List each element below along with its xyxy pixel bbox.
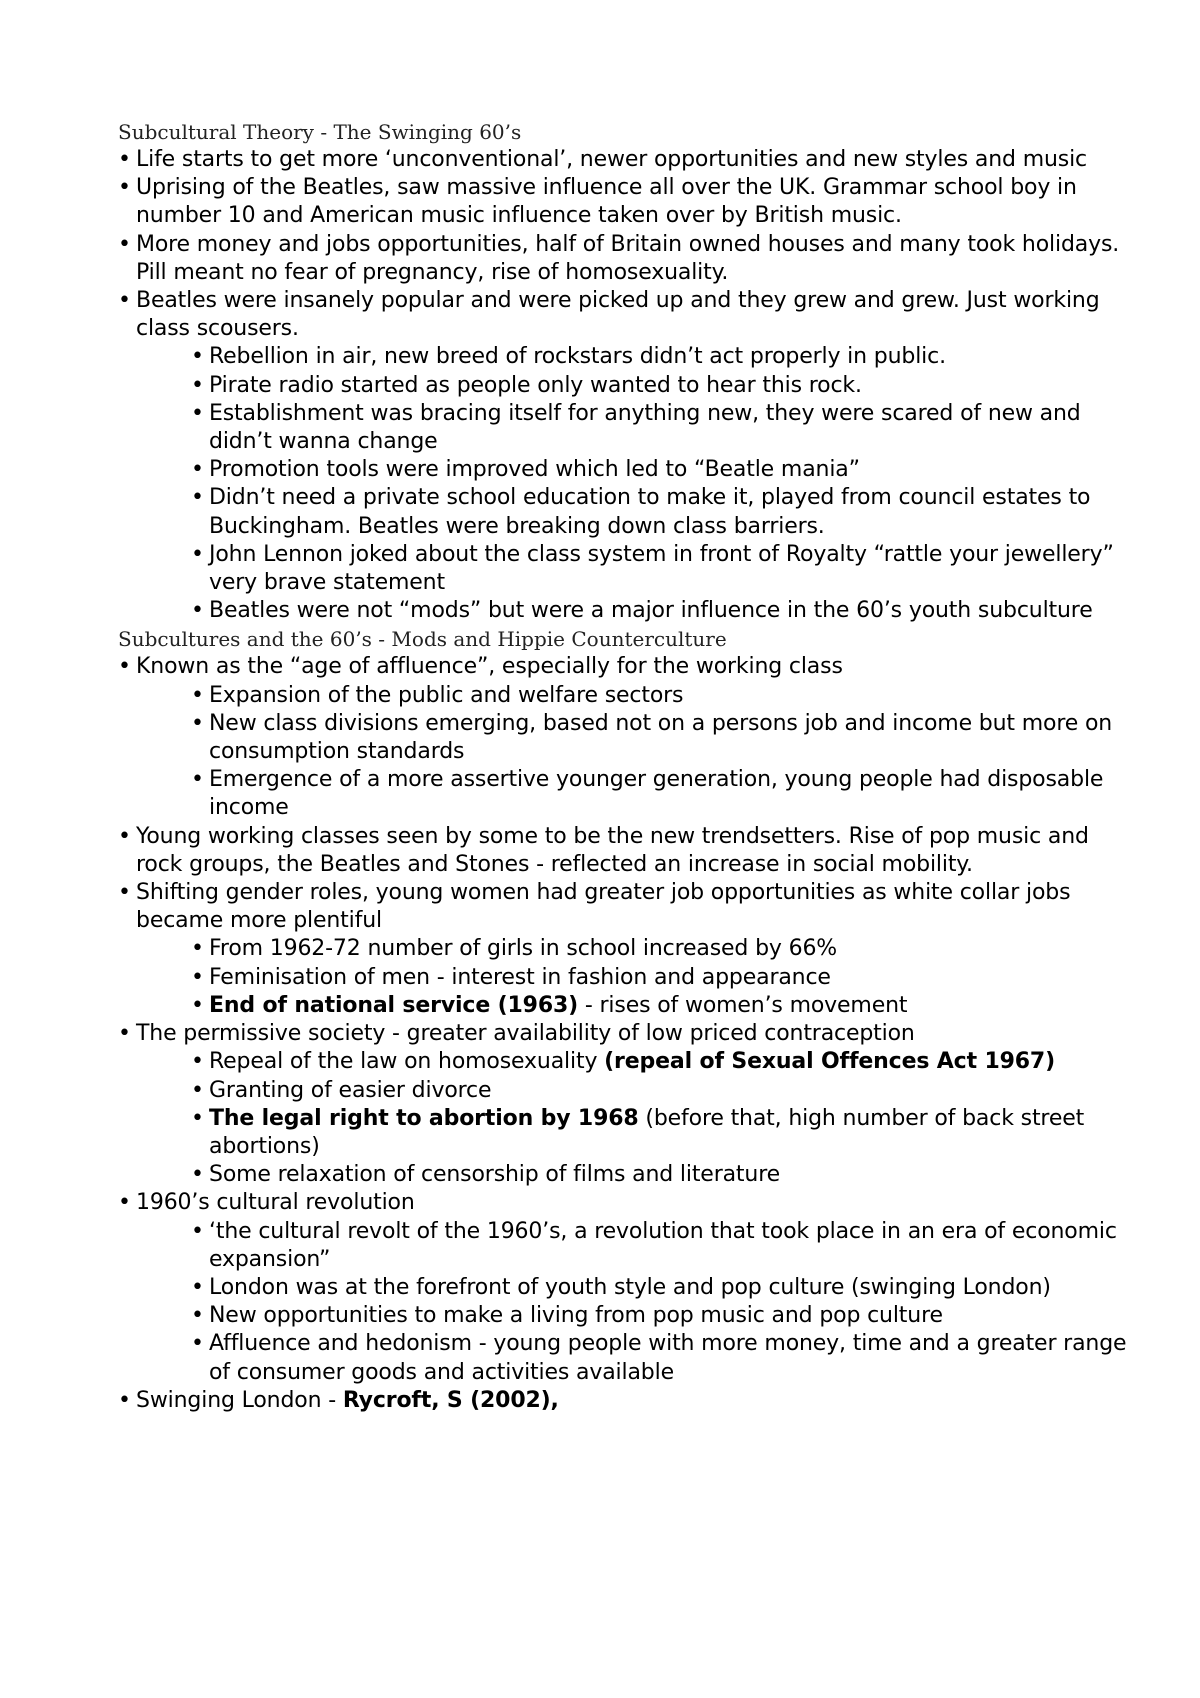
- sub-list: [136, 1218, 1128, 1387]
- bullet-text: [136, 824, 1089, 877]
- text-run: Known as the “age of affluence”, especially for the working class: [136, 654, 843, 680]
- bullet-text: [209, 965, 831, 990]
- bullet-icon: •: [118, 823, 131, 849]
- bullet-icon: •: [118, 147, 131, 172]
- document-page: [118, 118, 1128, 1415]
- text-run: Repeal of the law on homosexuality: [209, 1049, 605, 1075]
- bullet-icon: •: [118, 288, 131, 314]
- text-run: Beatles were not “mods” but were a major influence in the 60’s youth subculture: [209, 598, 1093, 624]
- bullet-icon: •: [191, 682, 204, 708]
- bullet-item: [118, 653, 1128, 822]
- bullet-icon: •: [191, 400, 204, 426]
- bullet-icon: •: [191, 1331, 204, 1357]
- sub-list: [136, 935, 1128, 1020]
- text-run: Promotion tools were improved which led to “Beatle mania”: [209, 457, 860, 483]
- bullet-text: [136, 880, 1070, 933]
- bold-text: The legal right to abortion by 1968: [209, 1105, 639, 1131]
- text-run: From 1962-72 number of girls in school increased by 66%: [209, 936, 838, 962]
- bullet-text: [209, 1219, 1117, 1272]
- bullet-icon: •: [191, 1274, 204, 1300]
- text-run: Feminisation of men - interest in fashion and appearance: [209, 964, 831, 990]
- section-list: [118, 146, 1128, 625]
- bullet-icon: •: [191, 1105, 204, 1131]
- sub-bullet-item: [191, 372, 1128, 400]
- bullet-text: [209, 542, 1114, 595]
- text-run: Rebellion in air, new breed of rockstars didn’t act properly in public.: [209, 344, 946, 370]
- text-run: Some relaxation of censorship of films and literature: [209, 1162, 780, 1188]
- bullet-icon: •: [118, 231, 131, 257]
- bullet-text: [209, 683, 683, 708]
- text-run: Life starts to get more ‘unconventional’, newer opportunities and new styles and music: [136, 147, 1087, 172]
- sub-bullet-item: [191, 766, 1128, 822]
- bold-text: (repeal of Sexual Offences Act 1967): [604, 1049, 1055, 1075]
- bullet-item: [118, 231, 1128, 287]
- text-run: Expansion of the public and welfare sectors: [209, 682, 684, 708]
- sub-bullet-item: [191, 541, 1128, 597]
- bullet-text: [136, 232, 1119, 285]
- text-run: London was at the forefront of youth style and pop culture (swinging London): [209, 1274, 1051, 1300]
- bullet-icon: •: [191, 964, 204, 990]
- bullet-text: [209, 711, 1112, 764]
- bullet-icon: •: [118, 175, 131, 201]
- text-run: More money and jobs opportunities, half of Britain owned houses and many took holidays. Pill meant no fear of pregnancy, rise of homosexuality.: [136, 231, 1120, 285]
- text-run: Establishment was bracing itself for anything new, they were scared of new and didn’t wanna change: [209, 400, 1081, 455]
- bullet-icon: •: [118, 880, 131, 906]
- bullet-icon: •: [191, 992, 204, 1018]
- sub-bullet-item: [191, 343, 1128, 371]
- bullet-icon: •: [191, 1162, 204, 1188]
- sub-bullet-item: [191, 935, 1128, 963]
- sub-bullet-item: [191, 1330, 1128, 1386]
- section-list: [118, 653, 1128, 1414]
- text-run: Young working classes seen by some to be the new trendsetters. Rise of pop music and rock groups, the Beatles and Stones - reflected an increase in social mobility.: [136, 823, 1089, 877]
- sub-bullet-item: [191, 710, 1128, 766]
- bullet-text: [209, 1162, 780, 1187]
- bullet-text: [209, 1106, 1084, 1159]
- bullet-icon: •: [118, 654, 131, 680]
- bullet-text: [209, 401, 1081, 454]
- bullet-text: [209, 457, 860, 482]
- bullet-text: [136, 654, 843, 679]
- sub-list: [136, 343, 1128, 625]
- sub-bullet-item: [191, 1048, 1128, 1076]
- text-run: Affluence and hedonism - young people with more money, time and a greater range of consumer goods and activities available: [209, 1331, 1127, 1385]
- bold-text: Rycroft, S (2002),: [342, 1387, 559, 1413]
- text-run: Beatles were insanely popular and were picked up and they grew and grew. Just working class scousers.: [136, 288, 1100, 342]
- bullet-icon: •: [191, 1077, 204, 1103]
- text-run: ‘the cultural revolt of the 1960’s, a revolution that took place in an era of economic expansion”: [209, 1218, 1117, 1272]
- sub-bullet-item: [191, 992, 1128, 1020]
- sub-list: [136, 682, 1128, 823]
- bullet-icon: •: [191, 1218, 204, 1244]
- text-run: John Lennon joked about the class system in front of Royalty “rattle your jewellery” very brave statement: [209, 541, 1114, 596]
- bullet-text: [209, 344, 946, 369]
- sub-bullet-item: [191, 1077, 1128, 1105]
- bullet-item: [118, 823, 1128, 879]
- bullet-text: [209, 1303, 943, 1328]
- bullet-item: [118, 1020, 1128, 1189]
- bold-text: End of national service (1963): [209, 992, 579, 1018]
- bullet-text: [209, 485, 1090, 538]
- section-heading: Subcultures and the 60’s - Mods and Hippie Counterculture: [118, 627, 727, 652]
- bullet-text: [209, 1049, 1055, 1074]
- bullet-text: [209, 598, 1093, 623]
- text-run: New class divisions emerging, based not on a persons job and income but more on consumption standards: [209, 710, 1113, 765]
- bullet-text: [209, 993, 907, 1018]
- bullet-icon: •: [191, 1049, 204, 1075]
- text-run: New opportunities to make a living from pop music and pop culture: [209, 1303, 943, 1329]
- bullet-text: [209, 767, 1103, 820]
- sub-bullet-item: [191, 1105, 1128, 1161]
- bullet-item: [118, 879, 1128, 1020]
- bullet-icon: •: [118, 1387, 131, 1413]
- bullet-icon: •: [191, 457, 204, 483]
- bullet-text: [209, 1331, 1126, 1384]
- bullet-text: [136, 1388, 559, 1413]
- sub-bullet-item: [191, 682, 1128, 710]
- sub-bullet-item: [191, 400, 1128, 456]
- bullet-item: [118, 174, 1128, 230]
- sub-bullet-item: [191, 1218, 1128, 1274]
- text-run: - rises of women’s movement: [578, 992, 908, 1018]
- bullet-icon: •: [191, 710, 204, 736]
- sub-bullet-item: [191, 964, 1128, 992]
- bullet-icon: •: [191, 344, 204, 370]
- text-run: Didn’t need a private school education to make it, played from council estates to Buckingham. Beatles were breaking down class barriers.: [209, 485, 1091, 539]
- bullet-icon: •: [118, 1021, 131, 1047]
- sub-bullet-item: [191, 456, 1128, 484]
- bullet-item: [118, 287, 1128, 625]
- sub-bullet-item: [191, 1161, 1128, 1189]
- bullet-text: [136, 175, 1077, 228]
- bullet-item: [118, 1189, 1128, 1386]
- bullet-text: [136, 1021, 915, 1046]
- bullet-text: [136, 1190, 415, 1215]
- sub-list: [136, 1048, 1128, 1189]
- bullet-icon: •: [191, 767, 204, 793]
- bullet-icon: •: [191, 485, 204, 511]
- text-run: Swinging London -: [136, 1387, 343, 1413]
- bullet-icon: •: [118, 1190, 131, 1216]
- bullet-icon: •: [191, 598, 204, 624]
- section-heading: Subcultural Theory - The Swinging 60’s: [118, 120, 522, 144]
- text-run: The permissive society - greater availability of low priced contraception: [136, 1021, 915, 1047]
- text-run: Shifting gender roles, young women had greater job opportunities as white collar jobs became more plentiful: [136, 880, 1071, 934]
- bullet-icon: •: [191, 541, 204, 567]
- text-run: Emergence of a more assertive younger generation, young people had disposable income: [209, 767, 1104, 821]
- bullet-text: [209, 373, 862, 398]
- bullet-text: [209, 936, 837, 961]
- sub-bullet-item: [191, 1274, 1128, 1302]
- text-run: (before that, high number of back street abortions): [209, 1105, 1085, 1159]
- bullet-item: [118, 1387, 1128, 1415]
- sub-bullet-item: [191, 1302, 1128, 1330]
- sub-bullet-item: [191, 597, 1128, 625]
- text-run: Granting of easier divorce: [209, 1077, 492, 1103]
- bullet-item: [118, 146, 1128, 174]
- sub-bullet-item: [191, 484, 1128, 540]
- bullet-icon: •: [191, 936, 204, 962]
- bullet-icon: •: [191, 372, 204, 398]
- text-run: Pirate radio started as people only wanted to hear this rock.: [209, 372, 862, 398]
- bullet-text: [209, 1078, 491, 1103]
- text-run: Uprising of the Beatles, saw massive influence all over the UK. Grammar school boy in number 10 and American music influence taken over by British music.: [136, 175, 1077, 229]
- bullet-icon: •: [191, 1303, 204, 1329]
- bullet-text: [209, 1275, 1051, 1300]
- bullet-text: [136, 147, 1087, 172]
- text-run: 1960’s cultural revolution: [136, 1190, 415, 1216]
- bullet-text: [136, 288, 1100, 341]
